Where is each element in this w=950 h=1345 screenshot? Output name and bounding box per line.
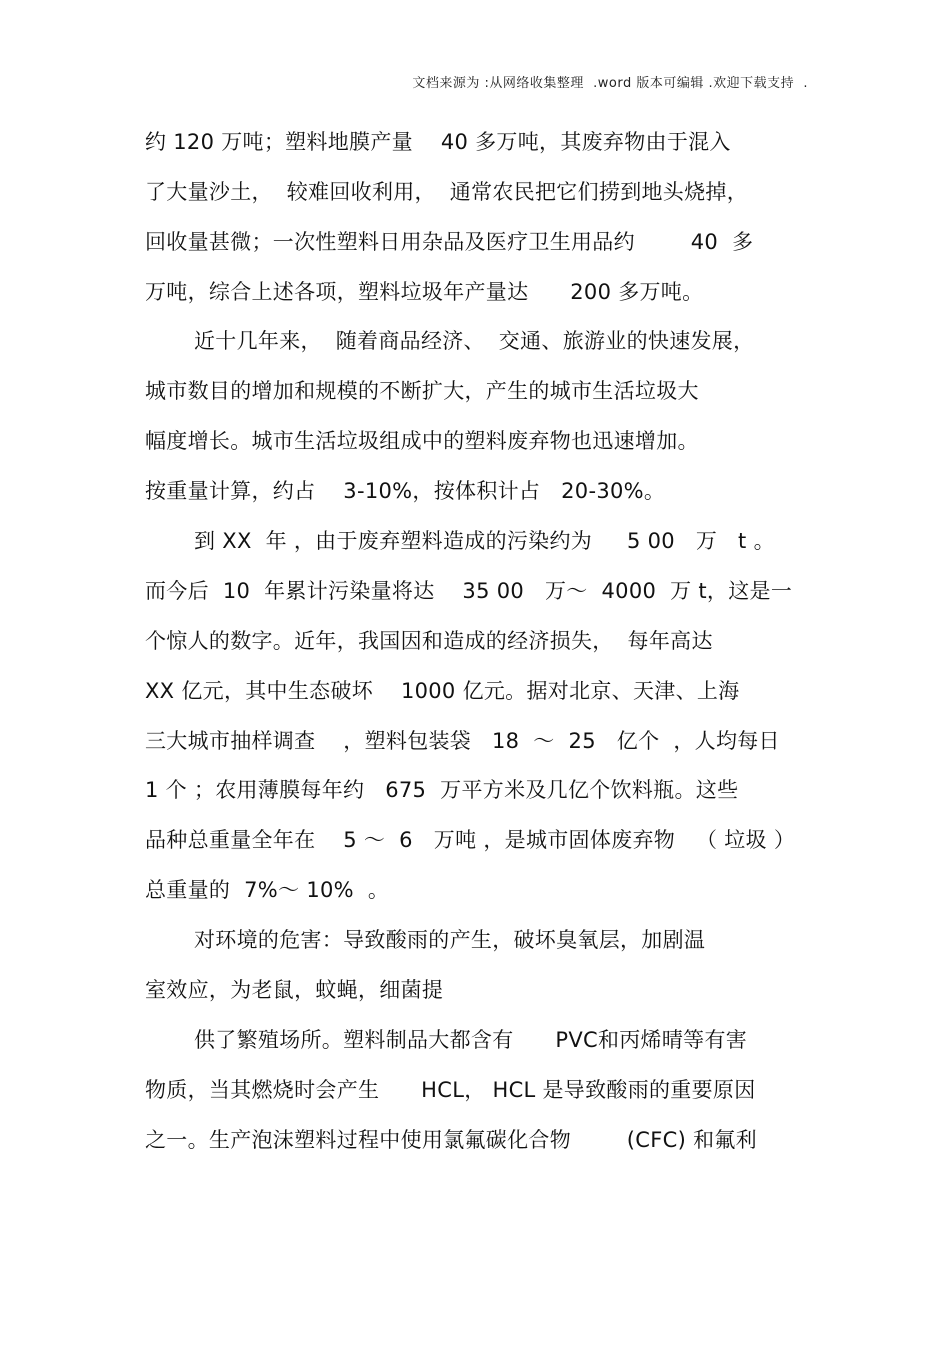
text-line: 而今后 10 年累计污染量将达 35 00 万～ 4000 万 t，这是一: [145, 579, 793, 603]
text-line: 室效应，为老鼠，蚊蝇，细菌提: [145, 978, 444, 1002]
text-line: 总重量的 7%～ 10% 。: [145, 878, 390, 902]
text-line: 城市数目的增加和规模的不断扩大，产生的城市生活垃圾大: [145, 379, 699, 403]
text-line: 个惊人的数字。近年，我国因和造成的经济损失， 每年高达: [145, 629, 713, 653]
paragraph-start: 近十几年来， 随着商品经济、 交通、旅游业的快速发展，: [194, 329, 755, 353]
paragraph-start: 到 XX 年 ，由于废弃塑料造成的污染约为 5 00 万 t 。: [194, 529, 775, 553]
text-line: 按重量计算，约占 3-10%，按体积计占 20-30%。: [145, 479, 666, 503]
page-header: 文档来源为 :从网络收集整理 .word 版本可编辑 .欢迎下载支持 .: [412, 76, 808, 91]
paragraph-start: 供了繁殖场所。塑料制品大都含有 PVC和丙烯晴等有害: [194, 1028, 748, 1052]
text-line: 之一。生产泡沫塑料过程中使用氯氟碳化合物 (CFC) 和氟利: [145, 1128, 757, 1152]
text-line: 万吨，综合上述各项，塑料垃圾年产量达 200 多万吨。: [145, 280, 704, 304]
text-line: 幅度增长。城市生活垃圾组成中的塑料废弃物也迅速增加。: [145, 429, 699, 453]
text-line: 三大城市抽样调查 ，塑料包装袋 18 ～ 25 亿个 ，人均每日: [145, 729, 780, 753]
text-line: 约 120 万吨；塑料地膜产量 40 多万吨，其废弃物由于混入: [145, 130, 731, 154]
text-line: 品种总重量全年在 5 ～ 6 万吨 ，是城市固体废弃物 （ 垃圾 ）: [145, 828, 796, 852]
paragraph-start: 对环境的危害：导致酸雨的产生，破坏臭氧层，加剧温: [194, 928, 706, 952]
text-line: XX 亿元，其中生态破坏 1000 亿元。据对北京、天津、上海: [145, 679, 740, 703]
text-line: 1 个 ；农用薄膜每年约 675 万平方米及几亿个饮料瓶。这些: [145, 778, 739, 802]
text-line: 了大量沙土， 较难回收利用， 通常农民把它们捞到地头烧掉，: [145, 180, 748, 204]
text-line: 物质，当其燃烧时会产生 HCL， HCL 是导致酸雨的重要原因: [145, 1078, 756, 1102]
text-line: 回收量甚微；一次性塑料日用杂品及医疗卫生用品约 40 多: [145, 230, 754, 254]
